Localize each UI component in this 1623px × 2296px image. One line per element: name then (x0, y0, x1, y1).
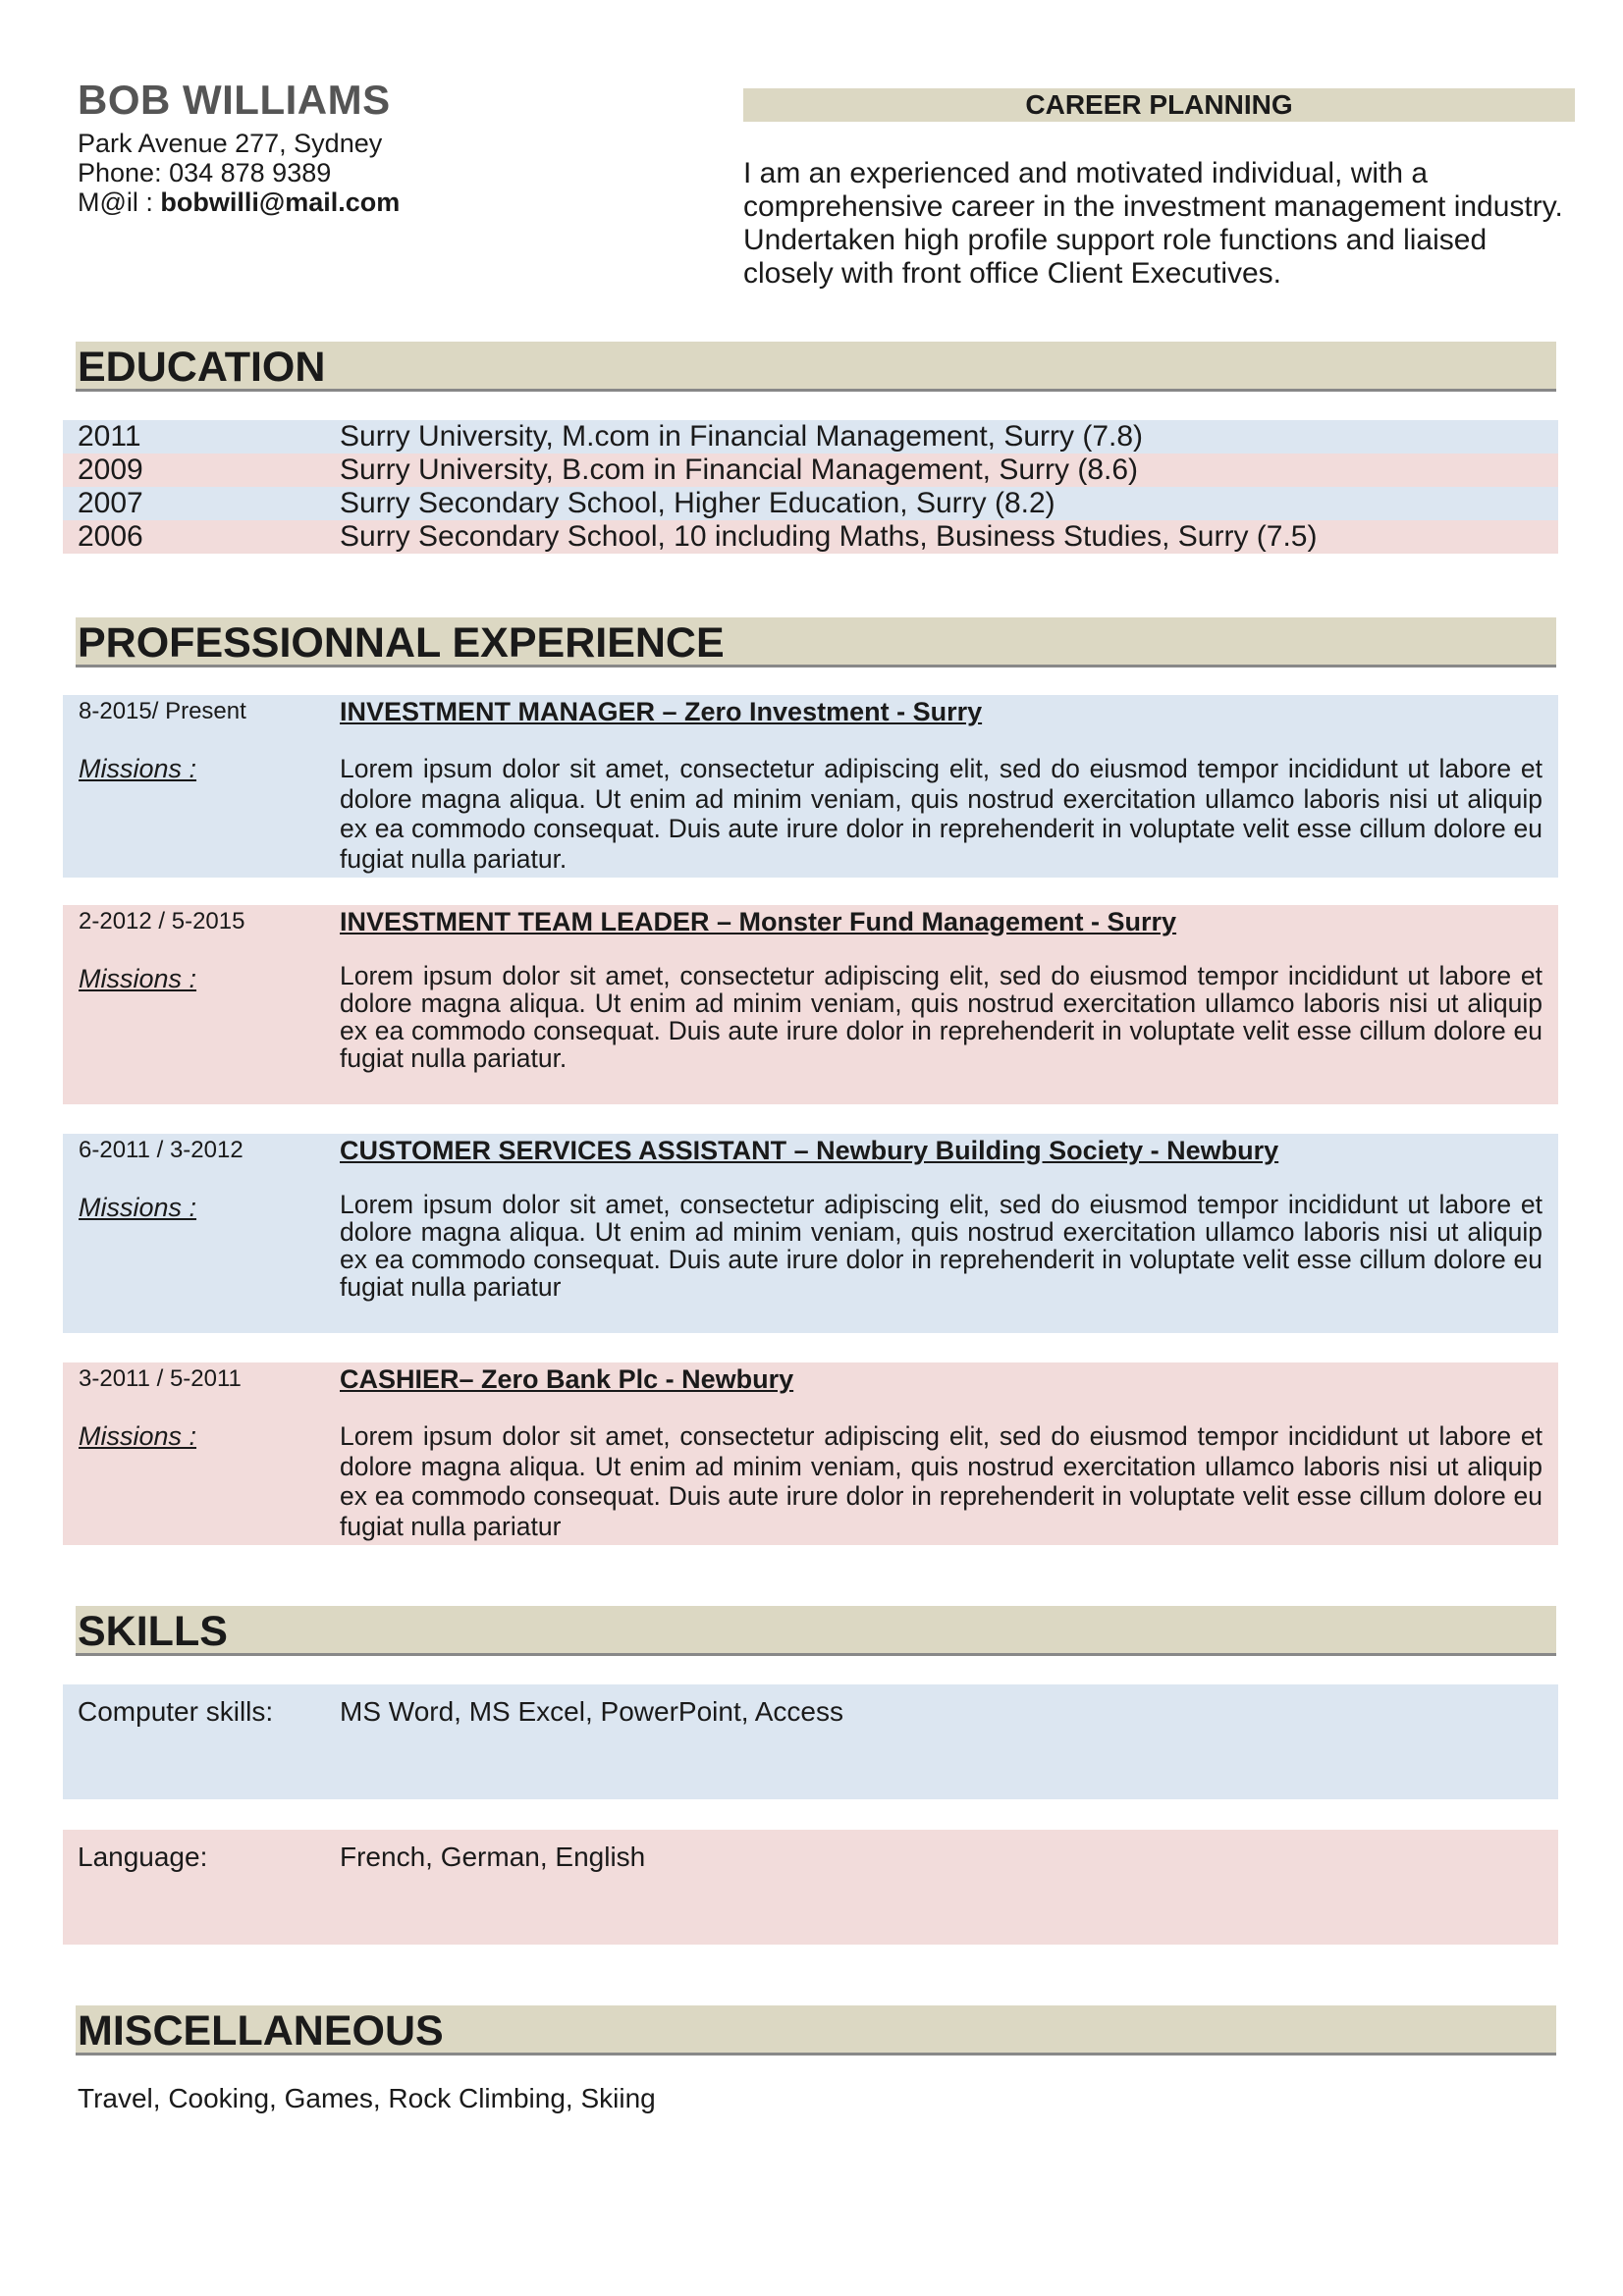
job-description: Lorem ipsum dolor sit amet, consectetur adipiscing elit, sed do eiusmod tempor incididunt ut labore et dolore magna aliqua. Ut enim ad minim veniam, quis nostrud exercitation ullamco laboris nisi ut aliquip ex ea commodo consequat. Duis aute irure dolor in reprehenderit in voluptate velit esse cillum dolore eu fugiat nulla pariatur. (340, 754, 1542, 874)
job-title: INVESTMENT TEAM LEADER – Monster Fund Management - Surry (340, 907, 1177, 936)
email-line (78, 187, 400, 218)
experience-heading (76, 617, 1556, 667)
job-dates: 3-2011 / 5-2011 (79, 1365, 242, 1392)
education-row (63, 520, 1558, 554)
skill-value: MS Word, MS Excel, PowerPoint, Access (340, 1696, 843, 1727)
career-planning-heading: CAREER PLANNING (743, 88, 1575, 122)
job-title: CASHIER– Zero Bank Plc - Newbury (340, 1364, 794, 1394)
skill-row (63, 1684, 1558, 1799)
education-row (63, 420, 1558, 454)
misc-title: MISCELLANEOUS (78, 2007, 444, 2055)
missions-label: Missions : (79, 1193, 197, 1222)
misc-heading (76, 2005, 1556, 2056)
education-row (63, 487, 1558, 520)
job-title: INVESTMENT MANAGER – Zero Investment - Surry (340, 697, 983, 726)
candidate-name: BOB WILLIAMS (78, 77, 391, 123)
missions-label: Missions : (79, 1421, 197, 1451)
skills-heading (76, 1606, 1556, 1656)
education-description: Surry University, M.com in Financial Management, Surry (7.8) (340, 420, 1144, 453)
address: Park Avenue 277, Sydney (78, 129, 383, 158)
career-planning-text: I am an experienced and motivated individual, with a comprehensive career in the investment management industry. Undertaken high profile support role functions and liaised closely with front office Client Executives. (743, 157, 1563, 290)
education-description: Surry Secondary School, 10 including Maths, Business Studies, Surry (7.5) (340, 520, 1318, 553)
job-title: CUSTOMER SERVICES ASSISTANT – Newbury Building Society - Newbury (340, 1136, 1279, 1165)
education-year: 2011 (78, 420, 141, 453)
education-year: 2009 (78, 454, 143, 486)
job-dates: 6-2011 / 3-2012 (79, 1137, 243, 1163)
missions-label: Missions : (79, 964, 197, 993)
job-entry (63, 1362, 1558, 1545)
education-description: Surry Secondary School, Higher Education, Surry (8.2) (340, 487, 1055, 519)
phone: Phone: 034 878 9389 (78, 158, 332, 187)
education-row (63, 454, 1558, 487)
job-dates: 2-2012 / 5-2015 (79, 908, 245, 934)
skill-label: Language: (78, 1842, 208, 1872)
skill-label: Computer skills: (78, 1696, 274, 1727)
misc-text: Travel, Cooking, Games, Rock Climbing, Skiing (78, 2083, 656, 2113)
job-description: Lorem ipsum dolor sit amet, consectetur adipiscing elit, sed do eiusmod tempor incididunt ut labore et dolore magna aliqua. Ut enim ad minim veniam, quis nostrud exercitation ullamco laboris nisi ut aliquip ex ea commodo consequat. Duis aute irure dolor in reprehenderit in voluptate velit esse cillum dolore eu fugiat nulla pariatur (340, 1421, 1542, 1541)
education-year: 2006 (78, 520, 143, 553)
email-address[interactable]: bobwilli@mail.com (160, 187, 401, 217)
skills-title: SKILLS (78, 1608, 228, 1655)
experience-title: PROFESSIONNAL EXPERIENCE (78, 619, 725, 667)
email-label: M@il : (78, 187, 161, 217)
job-entry (63, 695, 1558, 878)
job-entry (63, 1134, 1558, 1333)
education-description: Surry University, B.com in Financial Management, Surry (8.6) (340, 454, 1139, 486)
education-title: EDUCATION (78, 344, 326, 391)
missions-label: Missions : (79, 754, 197, 783)
job-description: Lorem ipsum dolor sit amet, consectetur adipiscing elit, sed do eiusmod tempor incididunt ut labore et dolore magna aliqua. Ut enim ad minim veniam, quis nostrud exercitation ullamco laboris nisi ut aliquip ex ea commodo consequat. Duis aute irure dolor in reprehenderit in voluptate velit esse cillum dolore eu fugiat nulla pariatur. (340, 961, 1542, 1073)
skill-value: French, German, English (340, 1842, 646, 1872)
job-entry (63, 905, 1558, 1104)
education-year: 2007 (78, 487, 143, 519)
job-dates: 8-2015/ Present (79, 698, 246, 724)
job-description: Lorem ipsum dolor sit amet, consectetur adipiscing elit, sed do eiusmod tempor incididunt ut labore et dolore magna aliqua. Ut enim ad minim veniam, quis nostrud exercitation ullamco laboris nisi ut aliquip ex ea commodo consequat. Duis aute irure dolor in reprehenderit in voluptate velit esse cillum dolore eu fugiat nulla pariatur (340, 1190, 1542, 1302)
education-heading (76, 342, 1556, 392)
skill-row (63, 1830, 1558, 1945)
